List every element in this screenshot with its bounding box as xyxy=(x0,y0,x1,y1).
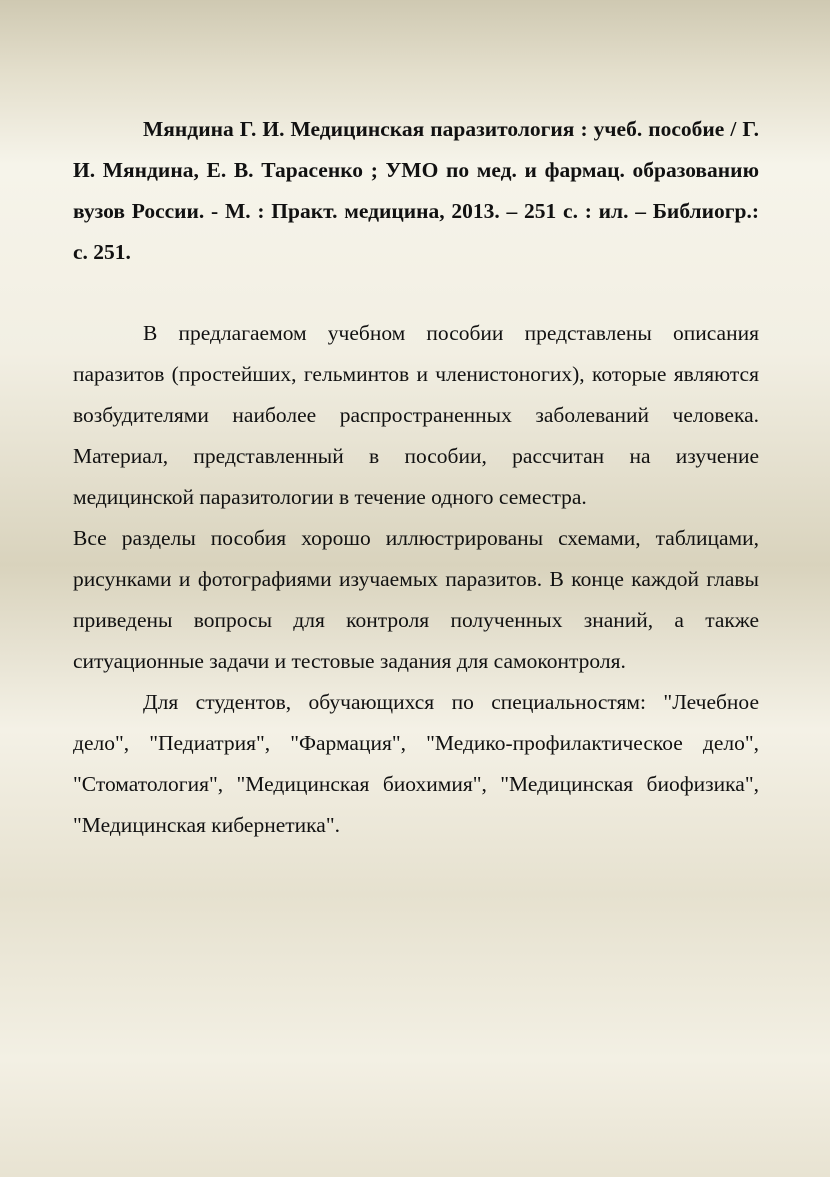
section-spacer xyxy=(73,273,759,313)
bibliographic-citation: Мяндина Г. И. Медицинская паразитология : учеб. пособие / Г. И. Мяндина, Е. В. Тарасенко ; УМО по мед. и фармац. образованию вузов России. - М. : Практ. медицина, 2013. – 251 с. : ил. – Библиогр.: с. 251. xyxy=(73,117,759,264)
annotation-paragraph-3: Для студентов, обучающихся по специальностям: "Лечебное дело", "Педиатрия", "Фармация", "Медико-профилактическое дело", "Стоматология", "Медицинская биохимия", "Медицинская биофизика", "Медицинская кибернетика". xyxy=(73,690,759,837)
annotation-paragraph-1: В предлагаемом учебном пособии представлены описания паразитов (простейших, гельминтов и членистоногих), которые являются возбудителями наиболее распространенных заболеваний человека. Материал, представленный в пособии, рассчитан на изучение медицинской паразитологии в течение одного семестра. xyxy=(73,321,759,509)
annotation-paragraph-2: Все разделы пособия хорошо иллюстрированы схемами, таблицами, рисунками и фотографиями изучаемых паразитов. В конце каждой главы приведены вопросы для контроля полученных знаний, а также ситуационные задачи и тестовые задания для самоконтроля. xyxy=(73,526,759,673)
document-body xyxy=(73,109,759,846)
